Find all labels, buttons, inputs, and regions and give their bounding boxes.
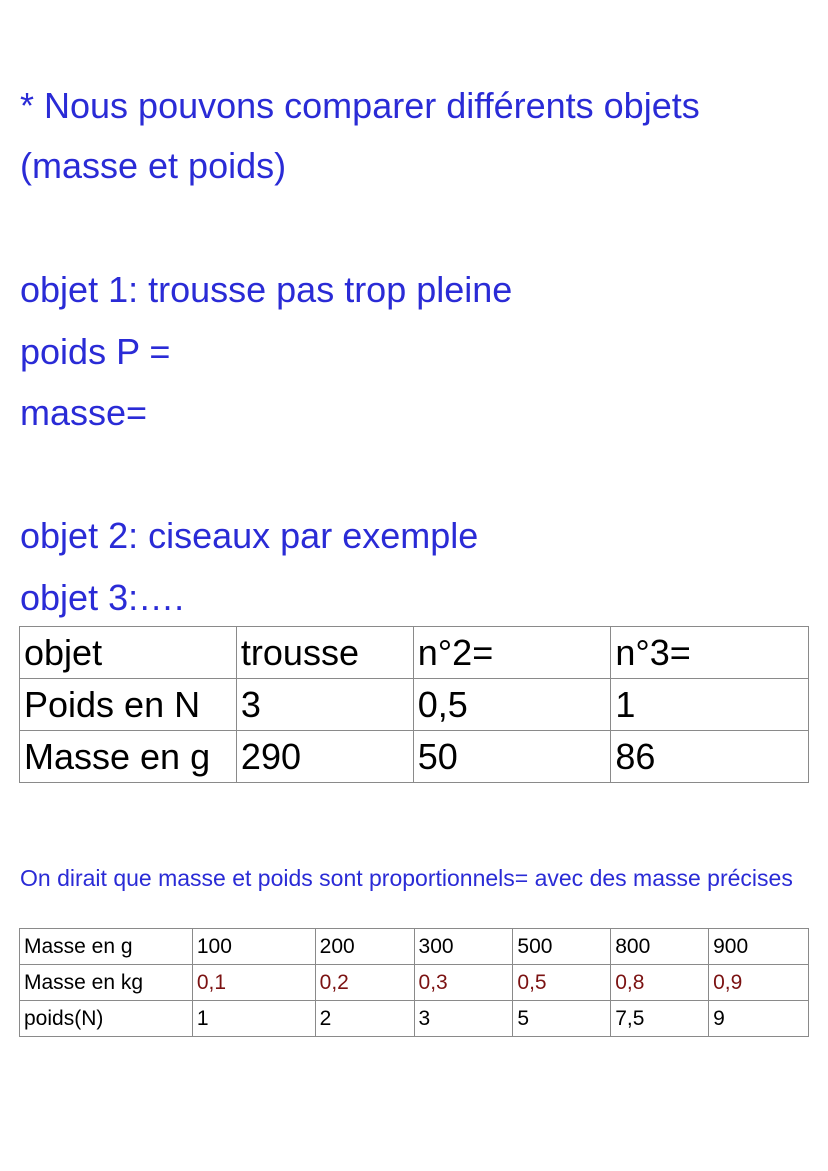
- table-cell: 290: [236, 731, 413, 783]
- table-cell: 0,3: [414, 965, 513, 1001]
- objet1-poids: poids P =: [20, 331, 171, 372]
- table-cell: n°3=: [611, 627, 809, 679]
- table-cell: 200: [315, 929, 414, 965]
- objet3-title: objet 3:….: [20, 577, 185, 618]
- table-cell: 0,2: [315, 965, 414, 1001]
- table-cell: 7,5: [611, 1001, 709, 1037]
- table-cell: 900: [709, 929, 809, 965]
- objet1-title: objet 1: trousse pas trop pleine: [20, 269, 513, 310]
- table-cell: trousse: [236, 627, 413, 679]
- table-cell: 0,9: [709, 965, 809, 1001]
- table-cell: 1: [611, 679, 809, 731]
- table-cell: 300: [414, 929, 513, 965]
- table-cell: Masse en g: [20, 731, 237, 783]
- table-cell: 0,5: [413, 679, 611, 731]
- table-cell: n°2=: [413, 627, 611, 679]
- table-cell: 0,1: [192, 965, 315, 1001]
- table-cell: 3: [236, 679, 413, 731]
- table-cell: Masse en g: [20, 929, 193, 965]
- table-cell: 100: [192, 929, 315, 965]
- table-cell: Masse en kg: [20, 965, 193, 1001]
- table-row: [20, 965, 809, 1001]
- table-cell: 9: [709, 1001, 809, 1037]
- table-cell: 3: [414, 1001, 513, 1037]
- table-cell: objet: [20, 627, 237, 679]
- table-cell: 500: [513, 929, 611, 965]
- table-cell: poids(N): [20, 1001, 193, 1037]
- table-cell: 5: [513, 1001, 611, 1037]
- intro-line-1: * Nous pouvons comparer différents objets: [20, 85, 700, 126]
- table-cell: 1: [192, 1001, 315, 1037]
- objet2-title: objet 2: ciseaux par exemple: [20, 515, 479, 556]
- table-row: [20, 929, 809, 965]
- table-cell: 50: [413, 731, 611, 783]
- table-cell: 800: [611, 929, 709, 965]
- proportional-note: On dirait que masse et poids sont proportionnels= avec des masse précises: [20, 865, 793, 891]
- objet1-masse: masse=: [20, 392, 148, 433]
- table-cell: 0,5: [513, 965, 611, 1001]
- table-cell: Poids en N: [20, 679, 237, 731]
- table-row: [20, 1001, 809, 1037]
- table-cell: 0,8: [611, 965, 709, 1001]
- objects-table: [19, 626, 809, 783]
- intro-line-2: (masse et poids): [20, 145, 287, 186]
- table-cell: 2: [315, 1001, 414, 1037]
- table-row: [20, 731, 809, 783]
- table-row: [20, 679, 809, 731]
- table-cell: 86: [611, 731, 809, 783]
- table-row: [20, 627, 809, 679]
- mass-weight-table: [19, 928, 809, 1037]
